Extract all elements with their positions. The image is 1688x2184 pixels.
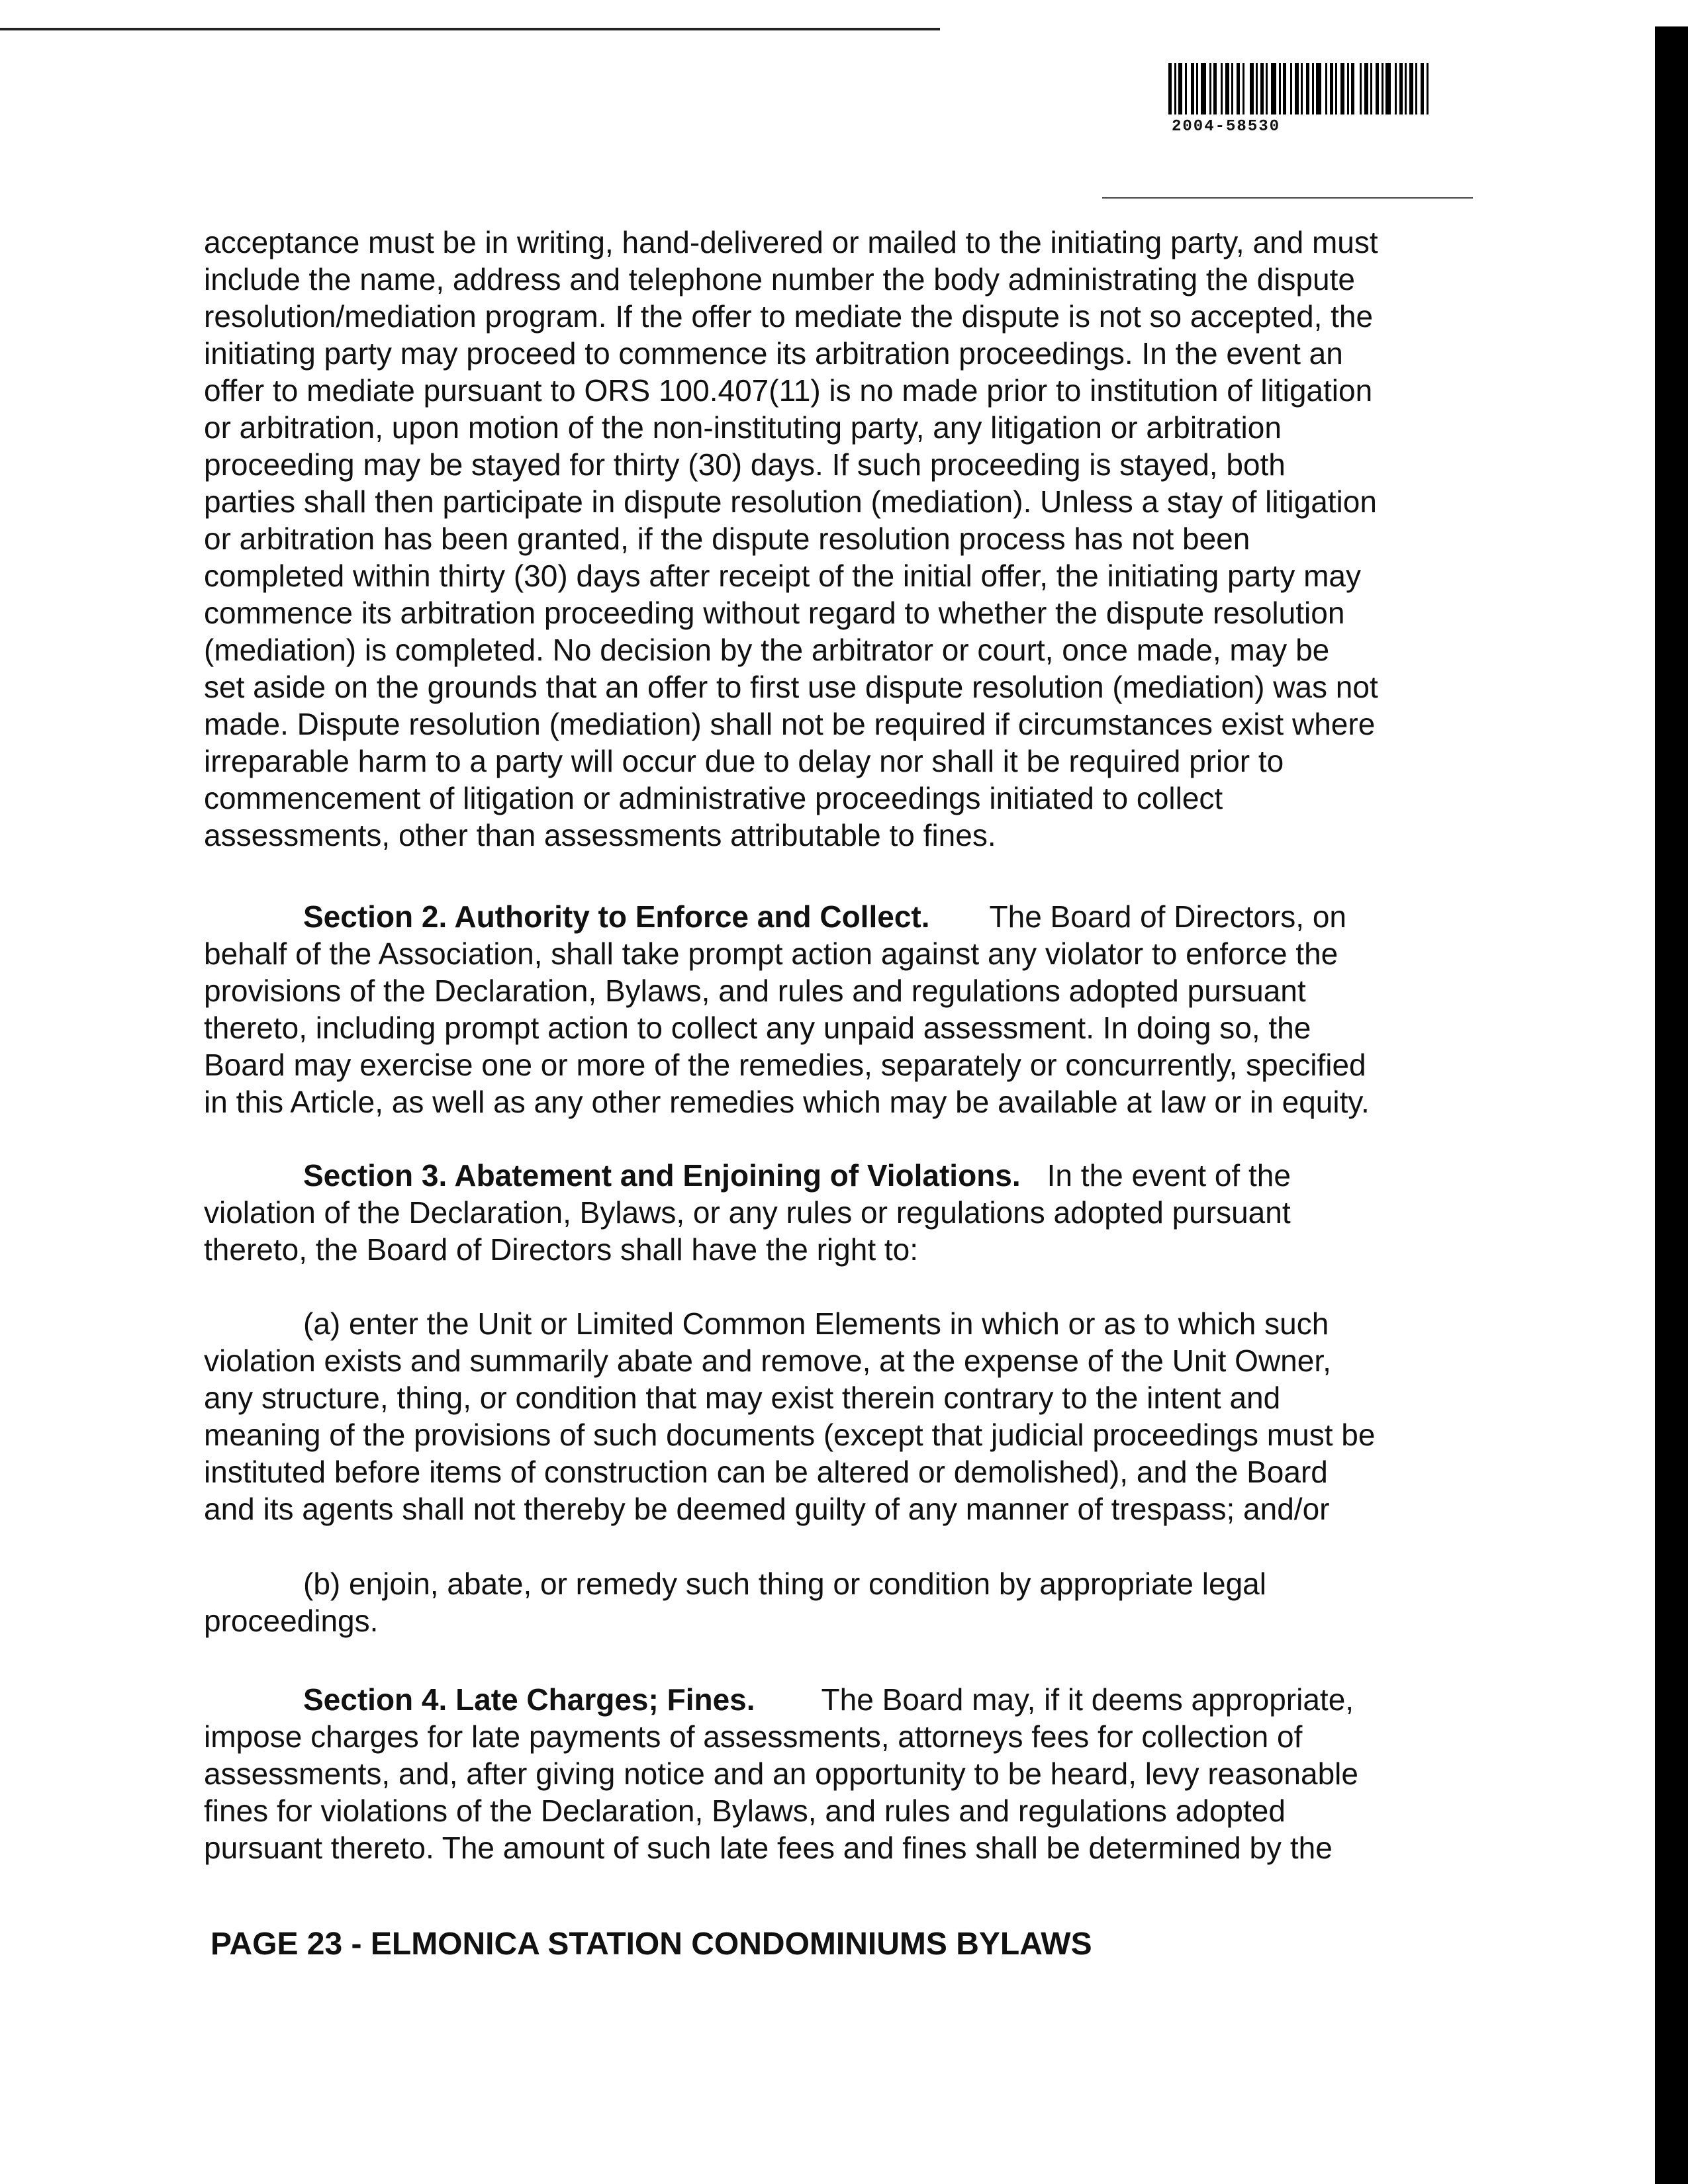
section-2-body: The Board of Directors, on behalf of the Association, shall take prompt action against any violator to enforce the provisions of the Declaration, Bylaws, and rules and regulations adopted pursuant thereto, including prompt action to collect any unpaid assessment. In doing so, the Board may exercise one or more of the remedies, separately or concurrently, specified in this Article, as well as any other remedies which may be available at law or in equity. bbox=[204, 899, 1370, 1119]
section-3-heading: Section 3. Abatement and Enjoining of Violations. bbox=[303, 1158, 1021, 1193]
clause-a bbox=[204, 1305, 1462, 1527]
scan-right-edge-bar bbox=[1655, 26, 1688, 2184]
barcode-graphic bbox=[1168, 63, 1460, 114]
page-footer: PAGE 23 - ELMONICA STATION CONDOMINIUMS BYLAWS bbox=[211, 1927, 1092, 1962]
barcode-underline bbox=[1102, 197, 1473, 199]
section-2-heading: Section 2. Authority to Enforce and Collect. bbox=[303, 899, 930, 934]
scan-top-edge-line bbox=[0, 28, 940, 30]
barcode-number: 2004-58530 bbox=[1172, 118, 1281, 136]
section-4-paragraph bbox=[204, 1681, 1462, 1866]
section-2-paragraph bbox=[204, 898, 1462, 1120]
paragraph-mediation-continued: acceptance must be in writing, hand-delivered or mailed to the initiating party, and must include the name, address and telephone number the body administrating the dispute resolution/mediation program. If the offer to mediate the dispute is not so accepted, the initiating party may proceed to commence its arbitration proceedings. In the event an offer to mediate pursuant to ORS 100.407(11) is no made prior to institution of litigation or arbitration, upon motion of the non-instituting party, any litigation or arbitration proceeding may be stayed for thirty (30) days. If such proceeding is stayed, both parties shall then participate in dispute resolution (mediation). Unless a stay of litigation or arbitration has been granted, if the dispute resolution process has not been completed within thirty (30) days after receipt of the initial offer, the initiating party may commence its arbitration proceeding without regard to whether the dispute resolution (mediation) is completed. No decision by the arbitrator or court, once made, may be set aside on the grounds that an offer to first use dispute resolution (mediation) was not made. Dispute resolution (mediation) shall not be required if circumstances exist where irreparable harm to a party will occur due to delay nor shall it be required prior to commencement of litigation or administrative proceedings initiated to collect assessments, other than assessments attributable to fines. bbox=[204, 225, 1378, 852]
section-3-body: In the event of the violation of the Declaration, Bylaws, or any rules or regulations adopted pursuant thereto, the Board of Directors shall have the right to: bbox=[204, 1158, 1291, 1267]
section-4-body: The Board may, if it deems appropriate, impose charges for late payments of assessments, attorneys fees for collection of assessments, and, after giving notice and an opportunity to be heard, levy reasonable fines for violations of the Declaration, Bylaws, and rules and regulations adopted pursuant thereto. The amount of such late fees and fines shall be determined by the bbox=[204, 1682, 1358, 1865]
section-3-paragraph bbox=[204, 1157, 1462, 1268]
clause-b bbox=[204, 1565, 1462, 1639]
section-4-heading: Section 4. Late Charges; Fines. bbox=[303, 1682, 755, 1717]
clause-a-text: (a) enter the Unit or Limited Common Elements in which or as to which such violation exists and summarily abate and remove, at the expense of the Unit Owner, any structure, thing, or condition that may exist therein contrary to the intent and meaning of the provisions of such documents (except that judicial proceedings must be instituted before items of construction can be altered or demolished), and the Board and its agents shall not thereby be deemed guilty of any manner of trespass; and/or bbox=[204, 1306, 1376, 1526]
clause-b-text: (b) enjoin, abate, or remedy such thing or condition by appropriate legal proceedings. bbox=[204, 1567, 1266, 1638]
